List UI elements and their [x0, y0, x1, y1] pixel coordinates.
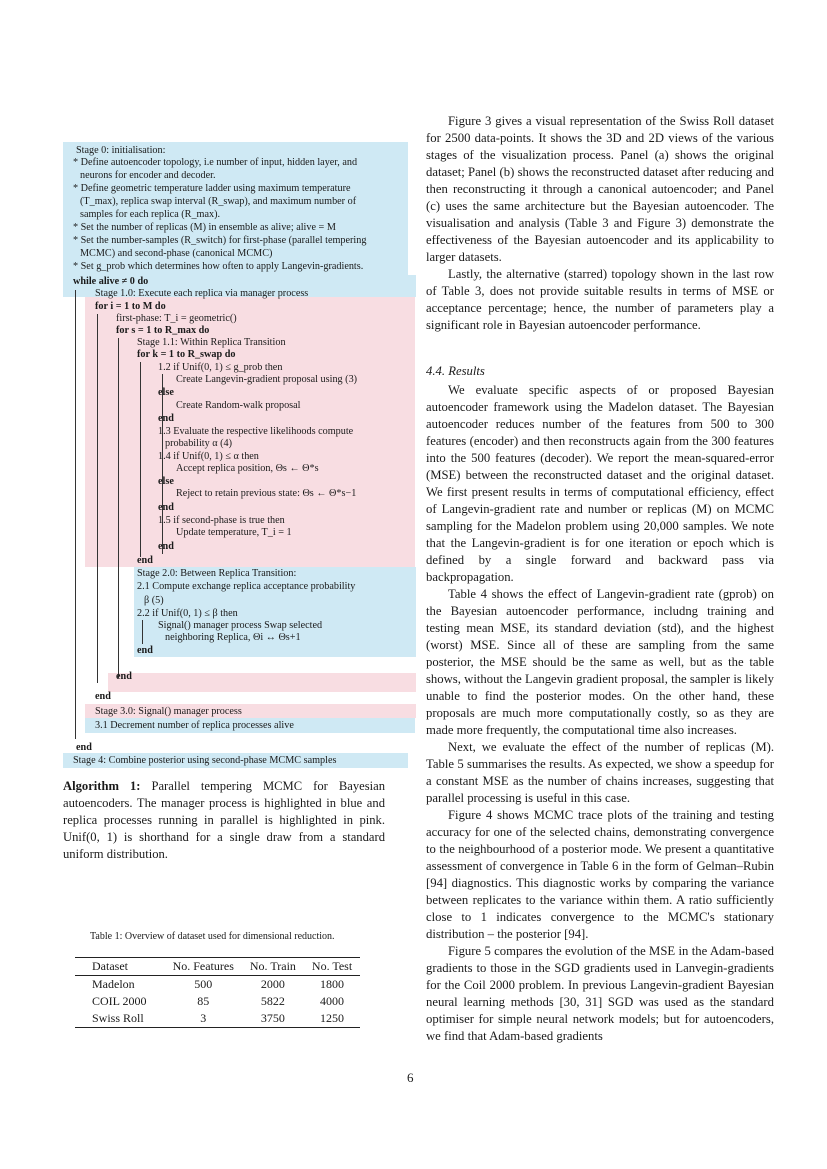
if-beta-rule — [142, 620, 143, 644]
algo-line: probability α (4) — [165, 438, 233, 449]
table-cell: 2000 — [260, 977, 285, 991]
table-cell: 1800 — [320, 977, 345, 991]
algo-line: * Define geometric temperature ladder using maximum temperature — [73, 183, 351, 194]
dataset-table — [75, 957, 360, 1028]
right-column-bottom — [426, 382, 774, 1045]
paragraph: Next, we evaluate the effect of the number of replicas (M). Table 5 summarises the results. As expected, we show a speedup for a constant MSE as the number of chains increases, suggesting that parallel processing is useful in this case. — [426, 740, 774, 805]
algorithm-caption — [63, 778, 385, 863]
algo-for: for k = 1 to R_swap do — [137, 349, 236, 360]
algo-end: end — [137, 645, 153, 656]
algo-else: else — [158, 387, 174, 398]
table-header: No. Train — [249, 959, 296, 973]
paragraph: Figure 4 shows MCMC trace plots of the training and testing accuracy for one of the selected chains, demonstrating convergence to the neighbourhood of a posterior mode. We present a quantitative assessment of convergence in Table 6 in the form of Gelman–Rubin [94] diagnostics. This diagnostic works by comparing the variance between replicates to the variance within them. A ratio sufficiently close to 1 indicates convergence to the MCMC's stationary distribution – the posterior [94]. — [426, 808, 774, 941]
algo-end: end — [158, 413, 174, 424]
algorithm-caption-label: Algorithm 1: — [63, 779, 141, 793]
algo-line: * Define autoencoder topology, i.e number of input, hidden layer, and — [73, 157, 358, 168]
algo-line: Stage 1.0: Execute each replica via manager process — [95, 288, 309, 299]
table-row — [75, 993, 360, 1010]
algo-line: 2.2 if Unif(0, 1) ≤ β then — [137, 608, 238, 619]
table-cell: COIL 2000 — [92, 994, 147, 1008]
paragraph: Lastly, the alternative (starred) topology shown in the last row of Table 3, does not provide suitable results in terms of MSE or acceptance percentage; hence, the number of parameters play a significant role in Bayesian autoencoder performance. — [426, 267, 774, 332]
paragraph: Figure 3 gives a visual representation of the Swiss Roll dataset for 2500 data-points. It shows the 3D and 2D views of the various stages of the visualization process. Panel (a) shows the original dataset; Panel (b) shows the reconstructed dataset after reducing and then reconstructing it through a canonical autoencoder; and Panel (c) uses the same architecture but the Bayesian autoencoder. The visualisation and analysis (Table 3 and Figure 3) demonstrate the effectiveness of the Bayesian autoencoder and its applicability to larger datasets. — [426, 114, 774, 264]
algo-end: end — [158, 541, 174, 552]
section-heading: 4.4. Results — [426, 364, 485, 378]
algo-line: neighboring Replica, Θi ↔ Θs+1 — [165, 632, 301, 643]
paragraph: Table 4 shows the effect of Langevin-gradient rate (gprob) on the Bayesian autoencoder performance, includng training and testing mean MSE, its standard deviation (std), and the highest (worst) MSE. Since all of these are sampling from the same posterior, the MSE should be the same as well, but as the table shows, without the Langevin gradient proposal, the sampler is likely unable to find the posterior modes. On the other hand, these proposals are much more computationally costly, so as they are made more frequently, the computational time also increases. — [426, 587, 774, 737]
table-caption: Table 1: Overview of dataset used for dimensional reduction. — [90, 931, 335, 942]
table-cell: 4000 — [320, 994, 345, 1008]
algo-for: for i = 1 to M do — [95, 301, 166, 312]
algo-line: 1.2 if Unif(0, 1) ≤ g_prob then — [158, 362, 283, 373]
algo-line: * Set the number of replicas (M) in ensemble as alive; alive = M — [73, 222, 336, 233]
paragraph: Figure 5 compares the evolution of the MSE in the Adam-based gradients to those in the SGD gradients used in Lanvegin-gradients for the Coil 2000 problem. In previous Langevin-gradient Bayesian neural learning methods [30, 31] SGD was used as the standard optimiser for simple neural network models; but for autoencoders, we find that Adam-based gradients — [426, 944, 774, 1043]
algo-line: * Set g_prob which determines how often to apply Langevin-gradients. — [73, 261, 364, 272]
table-cell: 500 — [194, 977, 213, 991]
algo-else: else — [158, 476, 174, 487]
algo-line: (T_max), replica swap interval (R_swap), and maximum number of — [80, 196, 357, 207]
table-cell: 85 — [197, 994, 210, 1008]
algorithm-caption-text: Parallel tempering MCMC for Bayesian autoencoders. The manager process is highlighted in blue and replica processes running in parallel is highlighted in pink. Unif(0, 1) is shorthand for a single draw from a standard uniform distribution. — [63, 779, 385, 861]
algo-line: * Set the number-samples (R_switch) for first-phase (parallel tempering — [73, 235, 367, 246]
for-i-rule — [97, 314, 98, 683]
table-cell: 3750 — [260, 1011, 285, 1025]
algo-line: samples for each replica (R_max). — [80, 209, 221, 220]
algo-line: first-phase: T_i = geometric() — [116, 313, 237, 324]
for-k-rule — [140, 362, 141, 557]
table-cell: 5822 — [260, 994, 285, 1008]
algo-line: 3.1 Decrement number of replica processes alive — [95, 720, 294, 731]
algo-for: for s = 1 to R_max do — [116, 325, 210, 336]
algo-line: Accept replica position, Θs ← Θ*s — [176, 463, 319, 474]
table-header: No. Features — [172, 959, 234, 973]
algo-line: Stage 4: Combine posterior using second-phase MCMC samples — [73, 755, 337, 766]
table-cell: Madelon — [92, 977, 135, 991]
while-rule — [75, 290, 76, 739]
algo-line: β (5) — [144, 595, 164, 606]
algo-line: Stage 2.0: Between Replica Transition: — [137, 568, 297, 579]
algo-line: Create Random-walk proposal — [176, 400, 301, 411]
algo-line: Signal() manager process Swap selected — [158, 620, 323, 631]
algo-line: neurons for encoder and decoder. — [80, 170, 216, 181]
algo-line: 2.1 Compute exchange replica acceptance probability — [137, 581, 356, 592]
table-header-row — [75, 958, 360, 976]
algo-line: Update temperature, T_i = 1 — [176, 527, 292, 538]
algo-line: MCMC) and second-phase (canonical MCMC) — [80, 248, 273, 259]
end-pink-highlight — [108, 673, 416, 692]
page-number: 6 — [407, 1070, 414, 1085]
algo-end: end — [95, 691, 111, 702]
algo-line: Stage 0: initialisation: — [76, 145, 166, 156]
algo-end: end — [137, 555, 153, 566]
for-s-rule — [118, 338, 119, 678]
algo-line: 1.5 if second-phase is true then — [158, 515, 285, 526]
table-cell: 3 — [200, 1011, 207, 1025]
table-header: No. Test — [311, 959, 353, 973]
table-header: Dataset — [92, 959, 128, 973]
algo-end: end — [76, 742, 92, 753]
right-column-top — [426, 113, 774, 334]
algo-line: Stage 3.0: Signal() manager process — [95, 706, 242, 717]
algo-line: Reject to retain previous state: Θs ← Θ*s−1 — [176, 488, 357, 499]
algo-while: while alive ≠ 0 do — [73, 276, 149, 287]
algo-line: 1.3 Evaluate the respective likelihoods compute — [158, 426, 354, 437]
algo-line: Stage 1.1: Within Replica Transition — [137, 337, 286, 348]
algo-line: 1.4 if Unif(0, 1) ≤ α then — [158, 451, 259, 462]
table-cell: Swiss Roll — [92, 1011, 144, 1025]
algo-end: end — [158, 502, 174, 513]
algo-line: Create Langevin-gradient proposal using (3) — [176, 374, 358, 385]
table-row — [75, 1010, 360, 1028]
paragraph: We evaluate specific aspects of or proposed Bayesian autoencoder framework using the Madelon dataset. The Bayesian autoencoder reduces number of the features from 500 to 300 features (encoder) and then reconstructs again from the 300 features into the 500 features (decoder). We report the mean-squared-error (MSE) between the reconstructed dataset and the original dataset. We first present results in terms of computational efficiency, effect of Langevin-gradient rate and number or replicas (M) on MCMC sampling for the Madelon problem using 20,000 samples. We note that the Langevin-gradient is for one iteration or epoch which is defined by a single forward and backward pass via backpropagation. — [426, 383, 774, 584]
algo-end: end — [116, 671, 132, 682]
table-cell: 1250 — [320, 1011, 345, 1025]
table-row — [75, 976, 360, 994]
